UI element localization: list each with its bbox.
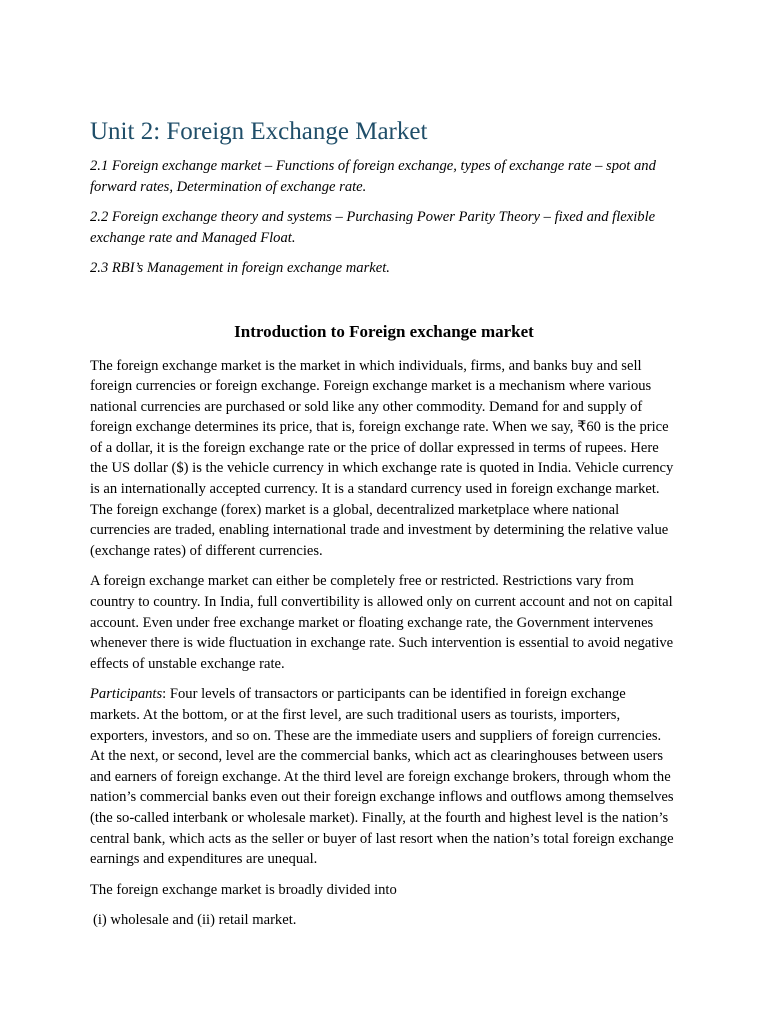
document-page — [90, 116, 678, 931]
participants-label: Participants — [90, 686, 163, 703]
toc-item-2-3: 2.3 RBI’s Management in foreign exchange market. — [90, 260, 390, 276]
restrictions-paragraph: A foreign exchange market can either be completely free or restricted. Restrictions vary from country to country. In India, full convertibility is allowed only on current account and not on capital account. Even under free exchange market or floating exchange rate, the Government intervenes whenever there is wide fluctuation in exchange rate. Such intervention is essential to avoid negative effects of unstable exchange rate. — [90, 573, 674, 672]
participants-body: : Four levels of transactors or participants can be identified in foreign exchange markets. At the bottom, or at the first level, are such traditional users as tourists, importers, exporters, investors, and so on. These are the immediate users and suppliers of foreign currencies. At the next, or second, level are the commercial banks, which act as clearinghouses between users and earners of foreign exchange. At the third level are foreign exchange brokers, through whom the nation’s commercial banks even out their foreign exchange inflows and outflows among themselves (the so-called interbank or wholesale market). Finally, at the fourth and highest level is the nation’s central bank, which acts as the seller or buyer of last resort when the nation’s total foreign exchange earnings and expenditures are unequal. — [90, 686, 674, 868]
toc-item-2-1: 2.1 Foreign exchange market – Functions of foreign exchange, types of exchange rate – spot and forward rates, Determination of exchange rate. — [90, 158, 656, 195]
section-heading: Introduction to Foreign exchange market — [234, 321, 534, 341]
toc-item-2-2: 2.2 Foreign exchange theory and systems – Purchasing Power Parity Theory – fixed and flexible exchange rate and Managed Float. — [90, 209, 656, 246]
participants-paragraph — [90, 684, 678, 869]
intro-paragraph: The foreign exchange market is the market in which individuals, firms, and banks buy and sell foreign currencies or foreign exchange. Foreign exchange market is a mechanism where various national currencies are purchased or sold like any other commodity. Demand for and supply of foreign exchange determines its price, that is, foreign exchange rate. When we say, ₹60 is the price of a dollar, it is the foreign exchange rate or the price of dollar expressed in terms of rupees. Here the US dollar ($) is the vehicle currency in which exchange rate is quoted in India. Vehicle currency is an internationally accepted currency. It is a standard currency used in foreign exchange market. The foreign exchange (forex) market is a global, decentralized marketplace where national currencies are traded, enabling international trade and investment by determining the relative value (exchange rates) of different currencies. — [90, 357, 674, 559]
unit-title: Unit 2: Foreign Exchange Market — [90, 118, 428, 145]
division-list-line: (i) wholesale and (ii) retail market. — [93, 912, 297, 929]
division-paragraph: The foreign exchange market is broadly divided into — [90, 881, 397, 898]
